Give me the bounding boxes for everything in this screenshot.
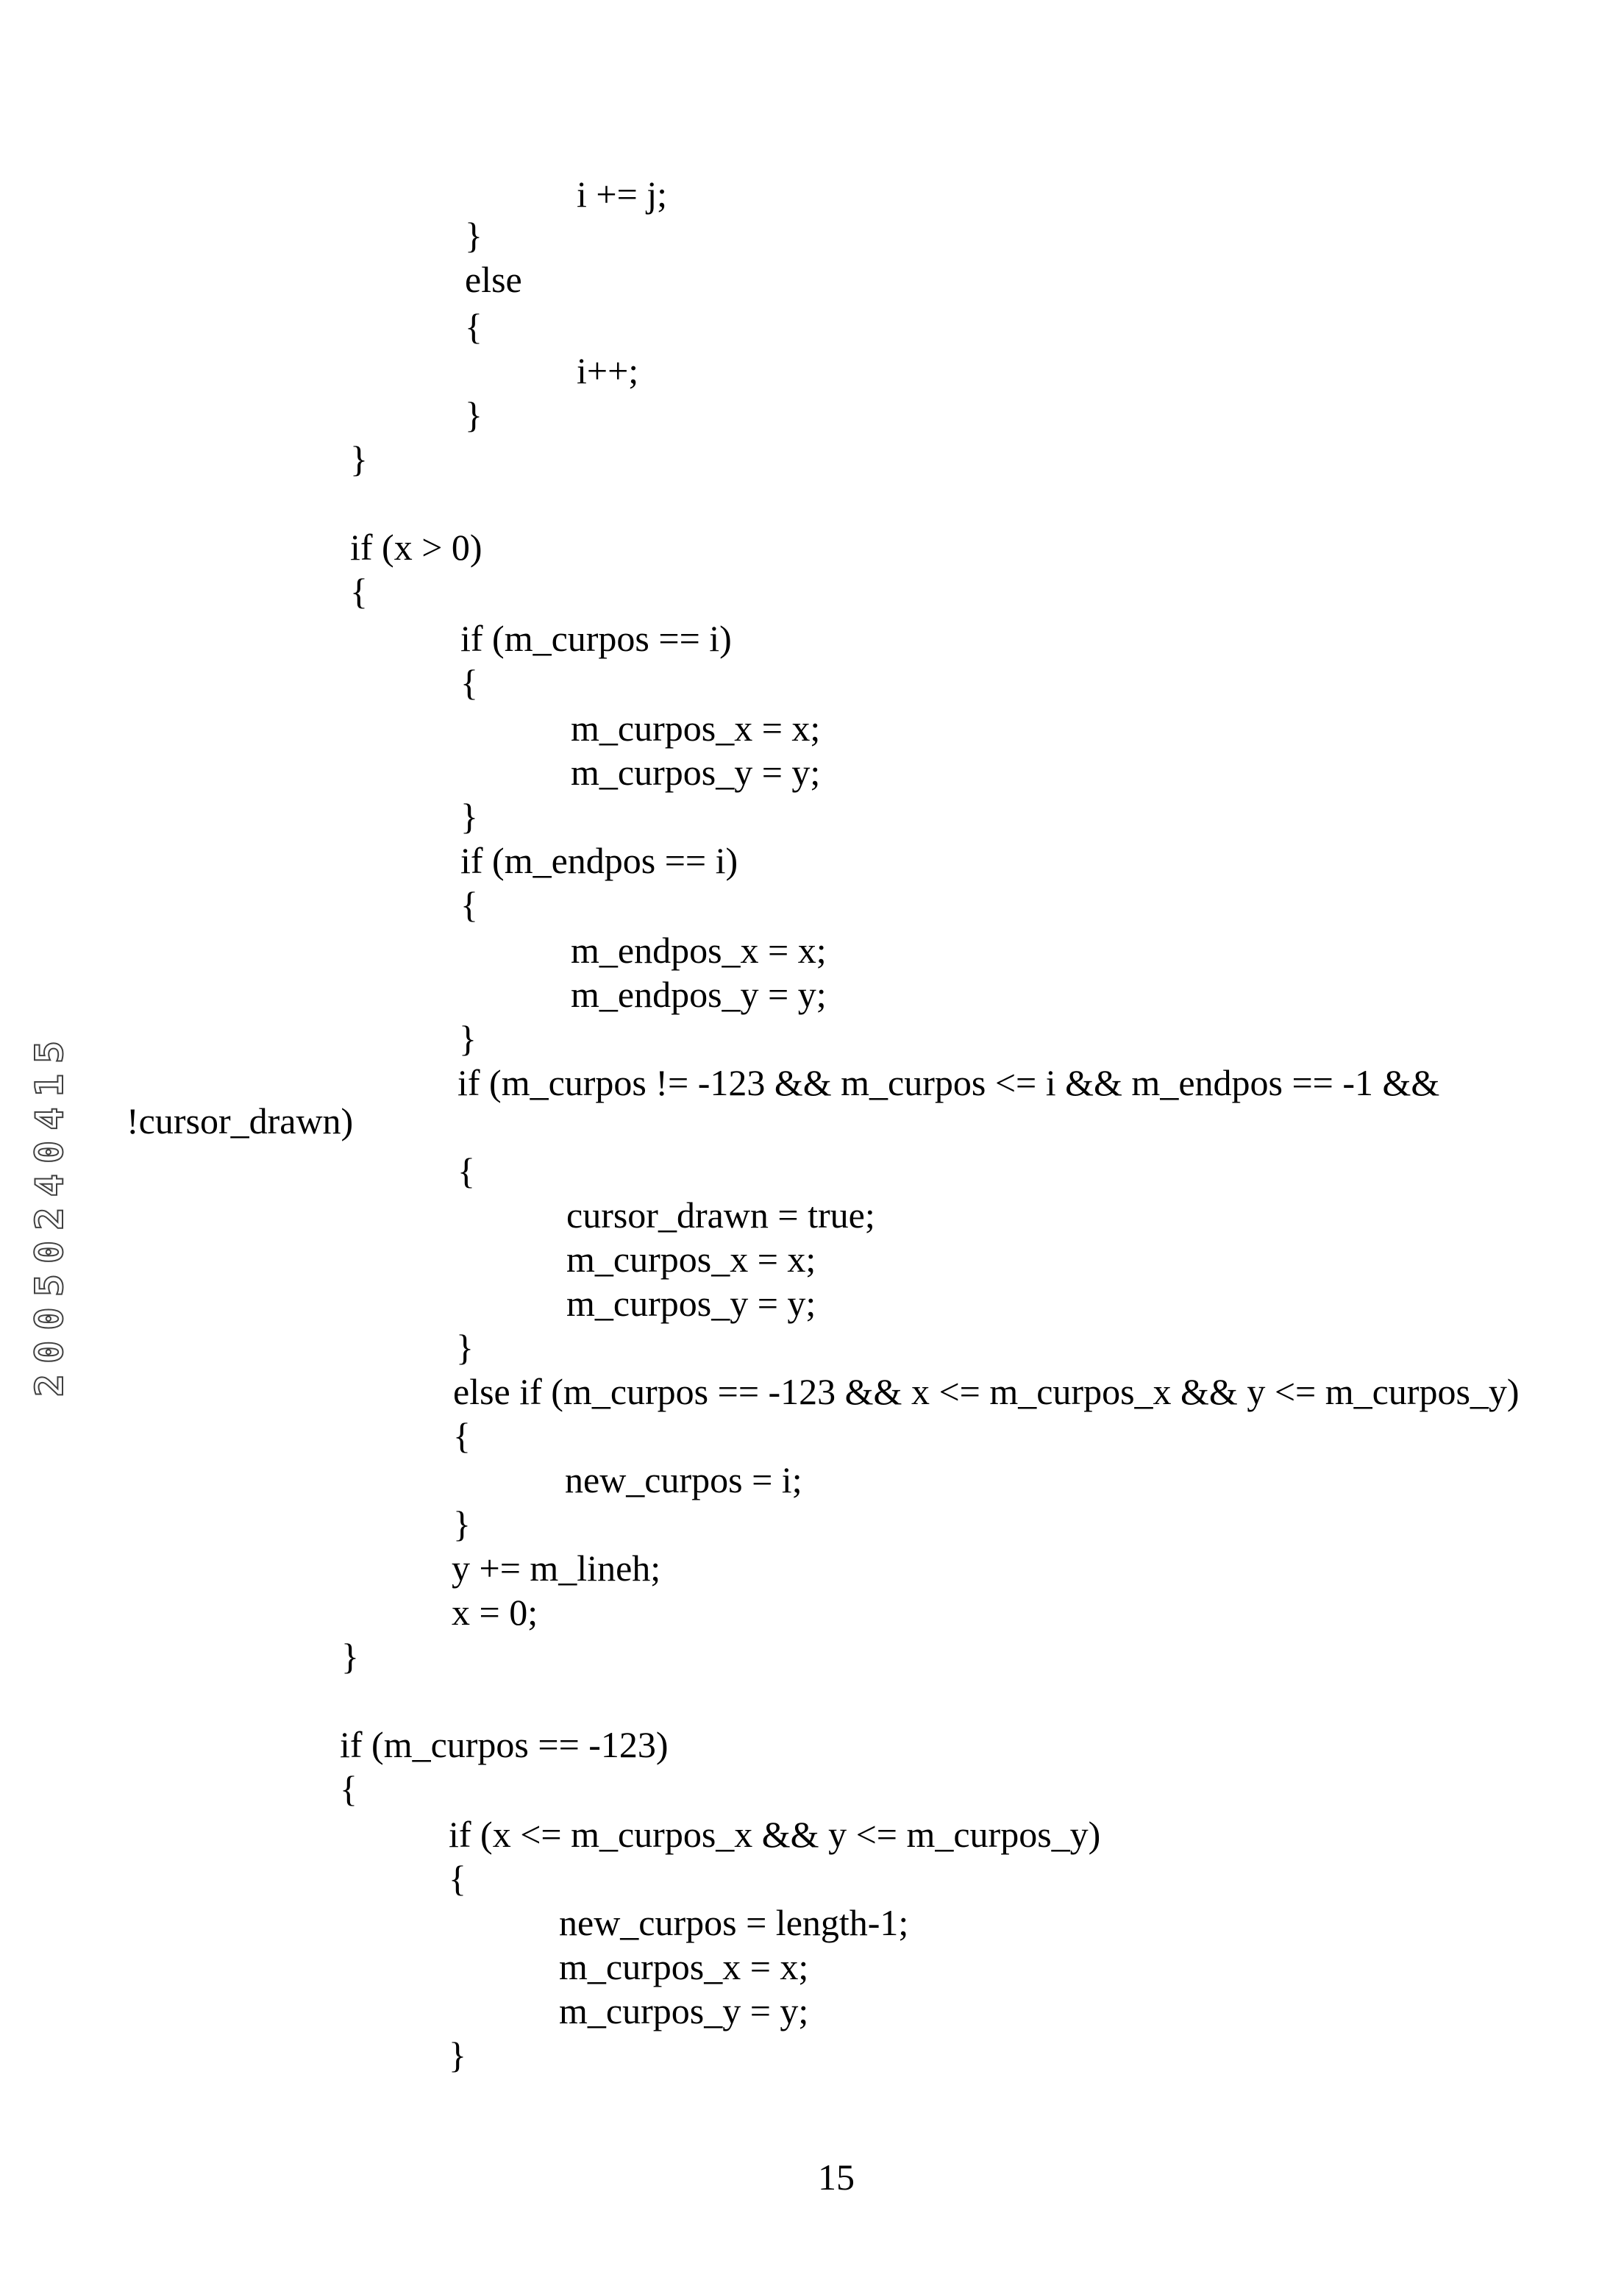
code-line: { bbox=[340, 1767, 357, 1811]
code-line: else bbox=[465, 257, 522, 302]
code-line: if (m_curpos == -123) bbox=[340, 1723, 669, 1767]
code-line: else if (m_curpos == -123 && x <= m_curpos_x && y <= m_curpos_y) bbox=[453, 1370, 1520, 1414]
code-line: { bbox=[350, 569, 368, 613]
code-line: x = 0; bbox=[452, 1590, 538, 1634]
code-line: } bbox=[459, 1016, 477, 1061]
code-line: m_endpos_x = x; bbox=[571, 928, 827, 972]
code-line: { bbox=[460, 883, 478, 927]
side-stamp-text: 20050240415 bbox=[28, 1030, 72, 1397]
page-number: 15 bbox=[818, 2155, 855, 2199]
code-line: } bbox=[456, 1325, 474, 1370]
code-line: } bbox=[465, 393, 482, 437]
code-line: if (m_endpos == i) bbox=[460, 838, 738, 883]
code-line: i++; bbox=[577, 349, 638, 393]
code-line: cursor_drawn = true; bbox=[566, 1193, 875, 1237]
code-line: } bbox=[350, 437, 368, 481]
code-line: { bbox=[449, 1856, 466, 1901]
code-line: } bbox=[449, 2033, 466, 2077]
code-line: } bbox=[453, 1502, 471, 1546]
code-line: { bbox=[457, 1149, 475, 1193]
code-line: } bbox=[341, 1634, 359, 1678]
code-line: y += m_lineh; bbox=[452, 1546, 660, 1590]
code-line: m_curpos_x = x; bbox=[566, 1237, 816, 1281]
code-line: new_curpos = length-1; bbox=[559, 1901, 908, 1945]
code-line: { bbox=[453, 1414, 471, 1458]
code-line: m_curpos_x = x; bbox=[559, 1945, 808, 1989]
code-line: i += j; bbox=[577, 172, 667, 216]
side-stamp bbox=[28, 919, 72, 1508]
code-line: if (x > 0) bbox=[350, 525, 482, 569]
code-line: m_curpos_y = y; bbox=[559, 1989, 808, 2033]
code-line: if (x <= m_curpos_x && y <= m_curpos_y) bbox=[449, 1812, 1100, 1856]
code-line: if (m_curpos == i) bbox=[460, 616, 732, 660]
code-line: new_curpos = i; bbox=[565, 1458, 802, 1502]
code-line: } bbox=[465, 213, 482, 257]
code-line: { bbox=[465, 304, 482, 349]
code-line: } bbox=[460, 794, 478, 838]
code-line: !cursor_drawn) bbox=[127, 1099, 353, 1143]
code-line: m_endpos_y = y; bbox=[571, 972, 827, 1016]
code-line: m_curpos_y = y; bbox=[571, 750, 820, 794]
code-line: m_curpos_y = y; bbox=[566, 1281, 816, 1325]
code-line: if (m_curpos != -123 && m_curpos <= i && m_endpos == -1 && bbox=[457, 1061, 1439, 1105]
code-line: { bbox=[460, 660, 478, 705]
code-line: m_curpos_x = x; bbox=[571, 706, 820, 750]
